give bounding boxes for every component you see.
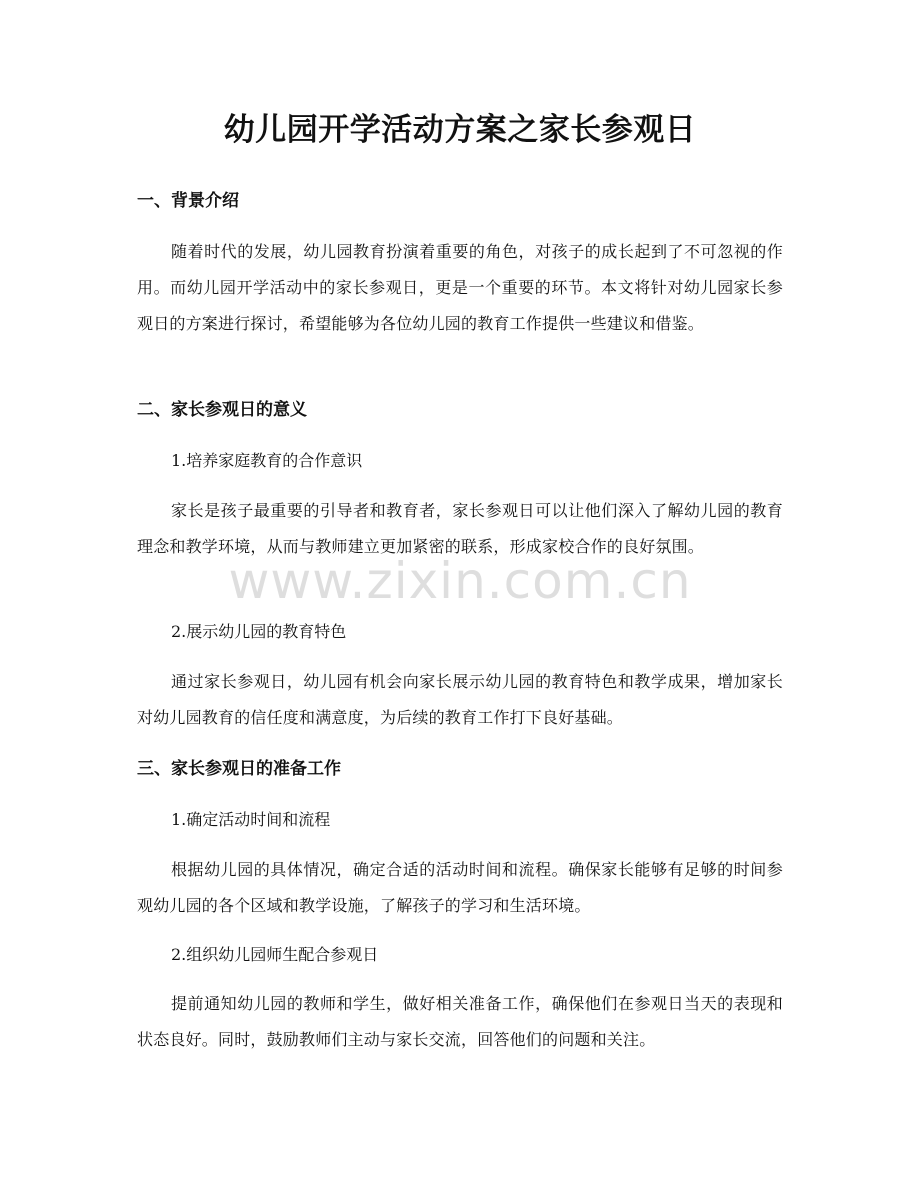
paragraph-cooperation: 家长是孩子最重要的引导者和教育者，家长参观日可以让他们深入了解幼儿园的教育理念和教学环境，从而与教师建立更加紧密的联系，形成家校合作的良好氛围。 [137, 501, 783, 556]
paragraph-features: 通过家长参观日，幼儿园有机会向家长展示幼儿园的教育特色和教学成果，增加家长对幼儿园教育的信任度和满意度，为后续的教育工作打下良好基础。 [137, 672, 783, 727]
document-title: 幼儿园开学活动方案之家长参观日 [223, 112, 697, 148]
paragraph-schedule: 根据幼儿园的具体情况，确定合适的活动时间和流程。确保家长能够有足够的时间参观幼儿园的各个区域和教学设施，了解孩子的学习和生活环境。 [137, 860, 783, 915]
watermark: www.zixin.com.cn [228, 552, 692, 610]
section-heading-significance: 二、家长参观日的意义 [137, 400, 307, 420]
section-heading-preparation: 三、家长参观日的准备工作 [137, 759, 341, 779]
subheading-features: 2.展示幼儿园的教育特色 [171, 622, 347, 641]
subheading-organize: 2.组织幼儿园师生配合参观日 [171, 945, 379, 964]
paragraph-organize: 提前通知幼儿园的教师和学生，做好相关准备工作，确保他们在参观日当天的表现和状态良好。同时，鼓励教师们主动与家长交流，回答他们的问题和关注。 [137, 994, 783, 1049]
paragraph-background: 随着时代的发展，幼儿园教育扮演着重要的角色，对孩子的成长起到了不可忽视的作用。而幼儿园开学活动中的家长参观日，更是一个重要的环节。本文将针对幼儿园家长参观日的方案进行探讨，希望能够为各位幼儿园的教育工作提供一些建议和借鉴。 [137, 242, 783, 333]
subheading-schedule: 1.确定活动时间和流程 [171, 810, 331, 829]
section-heading-background: 一、背景介绍 [137, 191, 239, 211]
subheading-cooperation: 1.培养家庭教育的合作意识 [171, 451, 363, 470]
